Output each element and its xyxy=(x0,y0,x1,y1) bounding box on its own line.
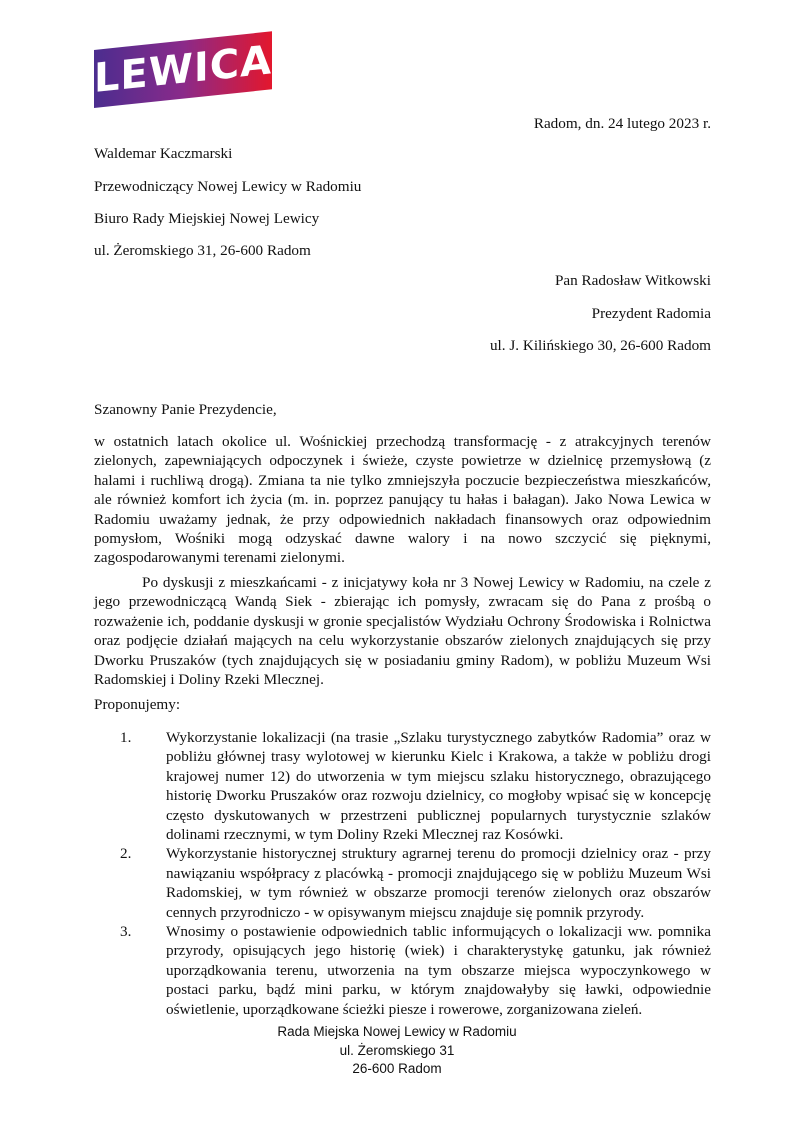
paragraph-2: Po dyskusji z mieszkańcami - z inicjatywy koła nr 3 Nowej Lewicy w Radomiu, na czele z jego przewodniczącą Wandą Siek - zbierając ich pomysły, zwracam się do Pana z prośbą o rozważenie ich, poddanie dyskusji w gronie specjalistów Wydziału Ochrony Środowiska i Rolnictwa oraz podjęcie działań mających na celu wykorzystanie obszarów zielonych znajdujących się przy Dworku Pruszaków (tych znajdujących się w posiadaniu gminy Radom), w pobliżu Muzeum Wsi Radomskiej i Doliny Rzeki Mlecznej. xyxy=(94,574,711,689)
sender-name: Waldemar Kaczmarski xyxy=(94,145,233,162)
letter-date: Radom, dn. 24 lutego 2023 r. xyxy=(533,115,711,132)
footer-city: 26-600 Radom xyxy=(352,1061,442,1076)
lewica-logo xyxy=(94,31,272,108)
sender-office: Biuro Rady Miejskiej Nowej Lewicy xyxy=(94,210,320,227)
proposal-text: Wykorzystanie historycznej struktury agrarnej terenu do promocji dzielnicy oraz - przy nawiązaniu współpracy z placówką - promocji znajdującego się w pobliżu Muzeum Wsi Radomskiej, w tym również w obszarze promocji terenów zielonych oraz obszarów cennych przyrodniczo - w opisywanym miejscu znajduje się pomnik przyrody. xyxy=(166,845,711,921)
recipient-title: Prezydent Radomia xyxy=(591,305,711,322)
proposal-text: Wykorzystanie lokalizacji (na trasie „Szlaku turystycznego zabytków Radomia” oraz w pobliżu głównej trasy wylotowej w kierunku Kielc i Krakowa, a także w pobliżu drogi krajowej numer 12) do utworzenia w tym miejscu szlaku historycznego, obrazującego historię Dworku Pruszaków oraz rozwoju dzielnicy, co mogłoby wpisać się w koncepcję często dyskutowanych w przestrzeni publicznej popularnych turystycznie szlaków dolinami rzecznymi, w tym Doliny Rzeki Mlecznej raz Kosówki. xyxy=(166,729,711,844)
proposal-item xyxy=(94,728,711,844)
footer xyxy=(0,1023,794,1079)
logo-text: LEWICA xyxy=(93,37,273,103)
proposal-number: 2. xyxy=(120,845,132,863)
greeting: Szanowny Panie Prezydencie, xyxy=(94,401,277,418)
footer-street: ul. Żeromskiego 31 xyxy=(339,1042,455,1058)
proposals-list xyxy=(94,728,711,1019)
sender-title: Przewodniczący Nowej Lewicy w Radomiu xyxy=(94,178,362,195)
paragraph-1: w ostatnich latach okolice ul. Wośnickiej przechodzą transformację - z atrakcyjnych terenów zielonych, zapewniających odpoczynek i świeże, czyste powietrze w dzielnicę przemysłową (z halami i ruchliwą drogą). Zmiana ta nie tylko zmniejszyła poczucie bezpieczeństwa mieszkańców, ale również komfort ich życia (m. in. poprzez panujący tu hałas i bałagan). Jako Nowa Lewica w Radomiu uważamy jednak, że przy odpowiednich nakładach finansowych oraz odpowiednim pomysłom, Wośniki mogą odzyskać dawne walory i na nowo szczycić się pięknymi, zagospodarowanymi terenami zielonymi. xyxy=(94,433,711,567)
proposal-text: Wnosimy o postawienie odpowiednich tablic informujących o lokalizacji ww. pomnika przyrody, opisujących jego historię (wiek) i charakterystykę gatunku, jak również uporządkowania terenu, utworzenia na tym obszarze miejsca wypoczynkowego w postaci parku, bądź mini parku, w którym znajdowałyby się ławki, odpowiednie oświetlenie, uporządkowane ścieżki piesze i rowerowe, zorganizowana zieleń. xyxy=(166,923,711,1018)
recipient-address: ul. J. Kilińskiego 30, 26-600 Radom xyxy=(489,337,711,354)
proposal-number: 3. xyxy=(120,923,132,941)
footer-org: Rada Miejska Nowej Lewicy w Radomiu xyxy=(277,1024,517,1039)
proposals-heading: Proponujemy: xyxy=(94,696,181,713)
proposal-item xyxy=(94,922,711,1019)
recipient-name: Pan Radosław Witkowski xyxy=(554,272,711,289)
sender-address: ul. Żeromskiego 31, 26-600 Radom xyxy=(94,242,311,259)
proposal-item xyxy=(94,844,711,922)
proposal-number: 1. xyxy=(120,729,132,746)
